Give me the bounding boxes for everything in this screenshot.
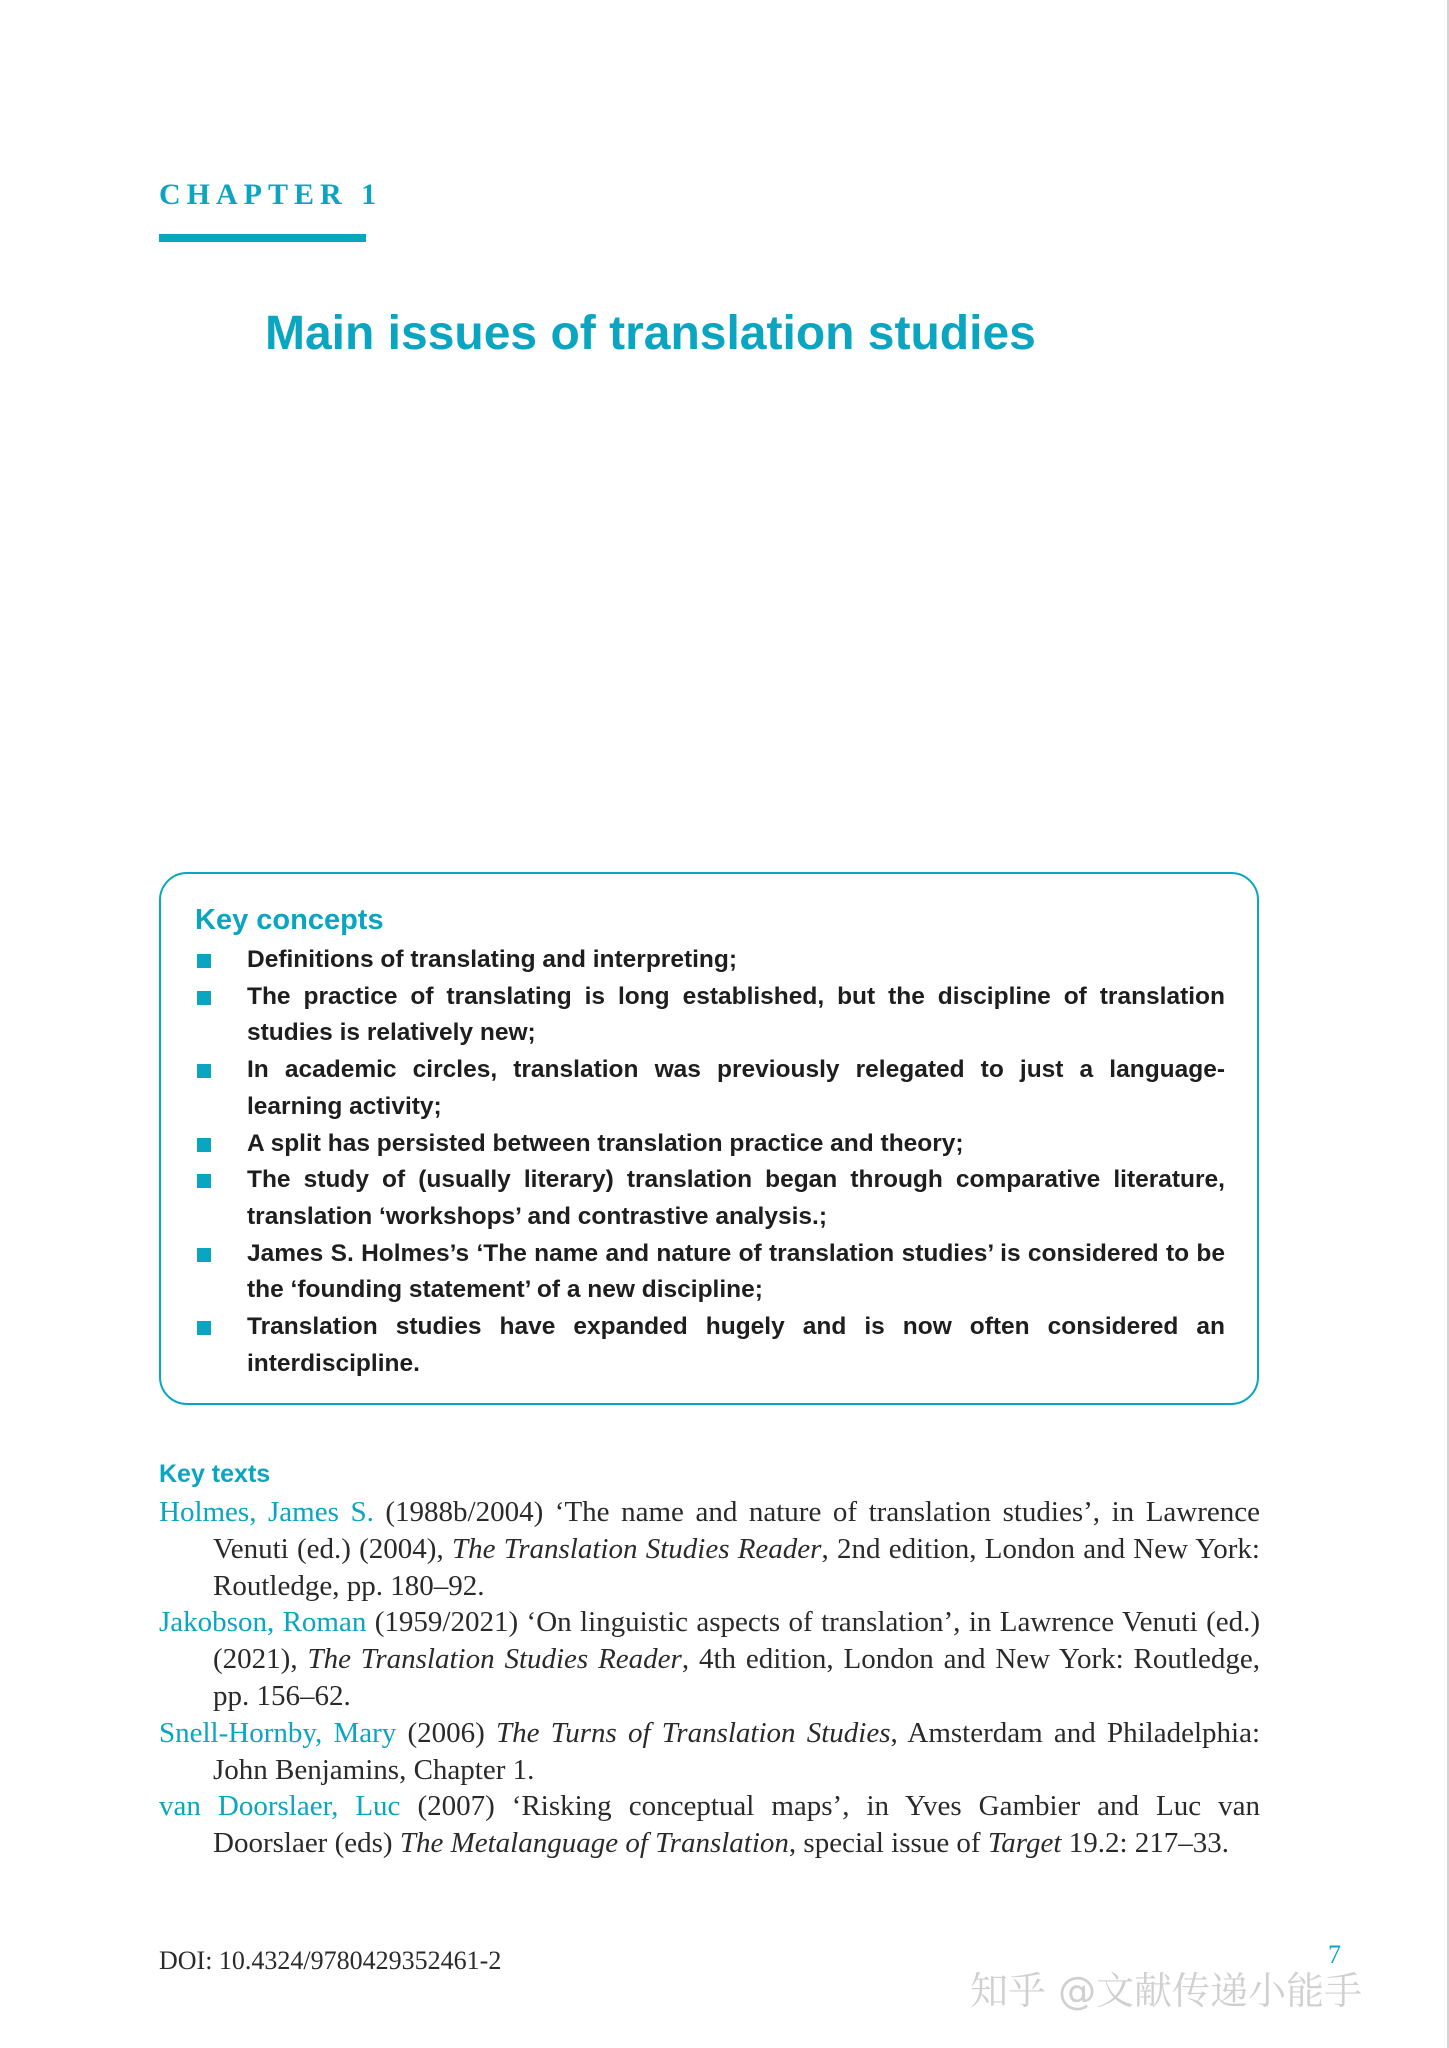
list-item [195,1052,1225,1125]
reference-author: Jakobson, Roman [159,1606,367,1639]
list-item [195,1126,1225,1163]
list-item [195,942,1225,979]
reference-title: The Translation Studies Reader [307,1643,682,1676]
reference-text: , Amsterdam and Philadelphia: John Benjamins, Chapter 1. [213,1716,1260,1786]
key-concepts-list [195,942,1225,1382]
reference-text: (2007) ‘Risking conceptual maps’, in Yves Gambier and Luc van Doorslaer (eds) [213,1790,1261,1860]
reference-text: , special issue of [788,1827,988,1860]
list-item-text: A split has persisted between translation practice and theory; [247,1129,964,1157]
key-texts-heading: Key texts [159,1460,271,1488]
chapter-label: CHAPTER 1 [159,178,383,211]
reference-entry [159,1788,1260,1862]
bullet-square-icon [197,954,211,968]
reference-text: (1988b/2004) ‘The name and nature of translation studies’, in Lawrence Venuti (ed.) (2004), [213,1496,1261,1565]
bullet-square-icon [197,1064,211,1078]
bullet-square-icon [197,1174,211,1188]
key-concepts-box [159,872,1259,1405]
list-item [195,1162,1225,1235]
reference-author: van Doorslaer, Luc [159,1790,401,1823]
list-item [195,1236,1225,1309]
page-number: 7 [1328,1940,1341,1969]
reference-journal: Target [987,1827,1062,1860]
list-item-text: The study of (usually literary) translation began through comparative literature, translation ‘workshops’ and contrastive analysis.; [247,1166,1225,1230]
bullet-square-icon [197,1138,211,1152]
key-texts-list [159,1494,1260,1862]
reference-title: The Metalanguage of Translation [399,1827,789,1860]
bullet-square-icon [197,1321,211,1335]
reference-text: , 2nd edition, London and New York: Routledge, pp. 180–92. [213,1532,1260,1602]
list-item-text: In academic circles, translation was previously relegated to just a language-learning activity; [247,1056,1225,1120]
reference-text: (2006) [396,1716,496,1749]
list-item [195,979,1225,1052]
list-item [195,1309,1225,1382]
reference-entry [159,1715,1260,1789]
key-concepts-heading: Key concepts [195,904,384,936]
bullet-square-icon [197,1248,211,1262]
list-item-text: Translation studies have expanded hugely and is now often considered an interdiscipline. [247,1313,1225,1377]
reference-title: The Turns of Translation Studies [496,1716,891,1749]
chapter-rule [159,234,366,242]
reference-entry [159,1604,1260,1714]
doi-text: DOI: 10.4324/9780429352461-2 [159,1946,502,1975]
reference-text: 19.2: 217–33. [1061,1827,1230,1860]
bullet-square-icon [197,991,211,1005]
list-item-text: James S. Holmes’s ‘The name and nature of translation studies’ is considered to be the ‘founding statement’ of a new discipline; [247,1239,1225,1304]
chapter-title: Main issues of translation studies [265,307,1036,360]
reference-author: Holmes, James S. [159,1496,374,1528]
watermark: 知乎 @文献传递小能手 [970,1969,1363,2013]
list-item-text: Definitions of translating and interpreting; [247,946,737,973]
reference-text: (1959/2021) ‘On linguistic aspects of translation’, in Lawrence Venuti (ed.) (2021), [213,1606,1261,1676]
reference-author: Snell-Hornby, Mary [159,1716,397,1749]
list-item-text: The practice of translating is long established, but the discipline of translation studies is relatively new; [247,982,1225,1047]
reference-text: , 4th edition, London and New York: Routledge, pp. 156–62. [213,1643,1260,1712]
reference-entry [159,1494,1260,1604]
reference-title: The Translation Studies Reader [451,1532,822,1565]
